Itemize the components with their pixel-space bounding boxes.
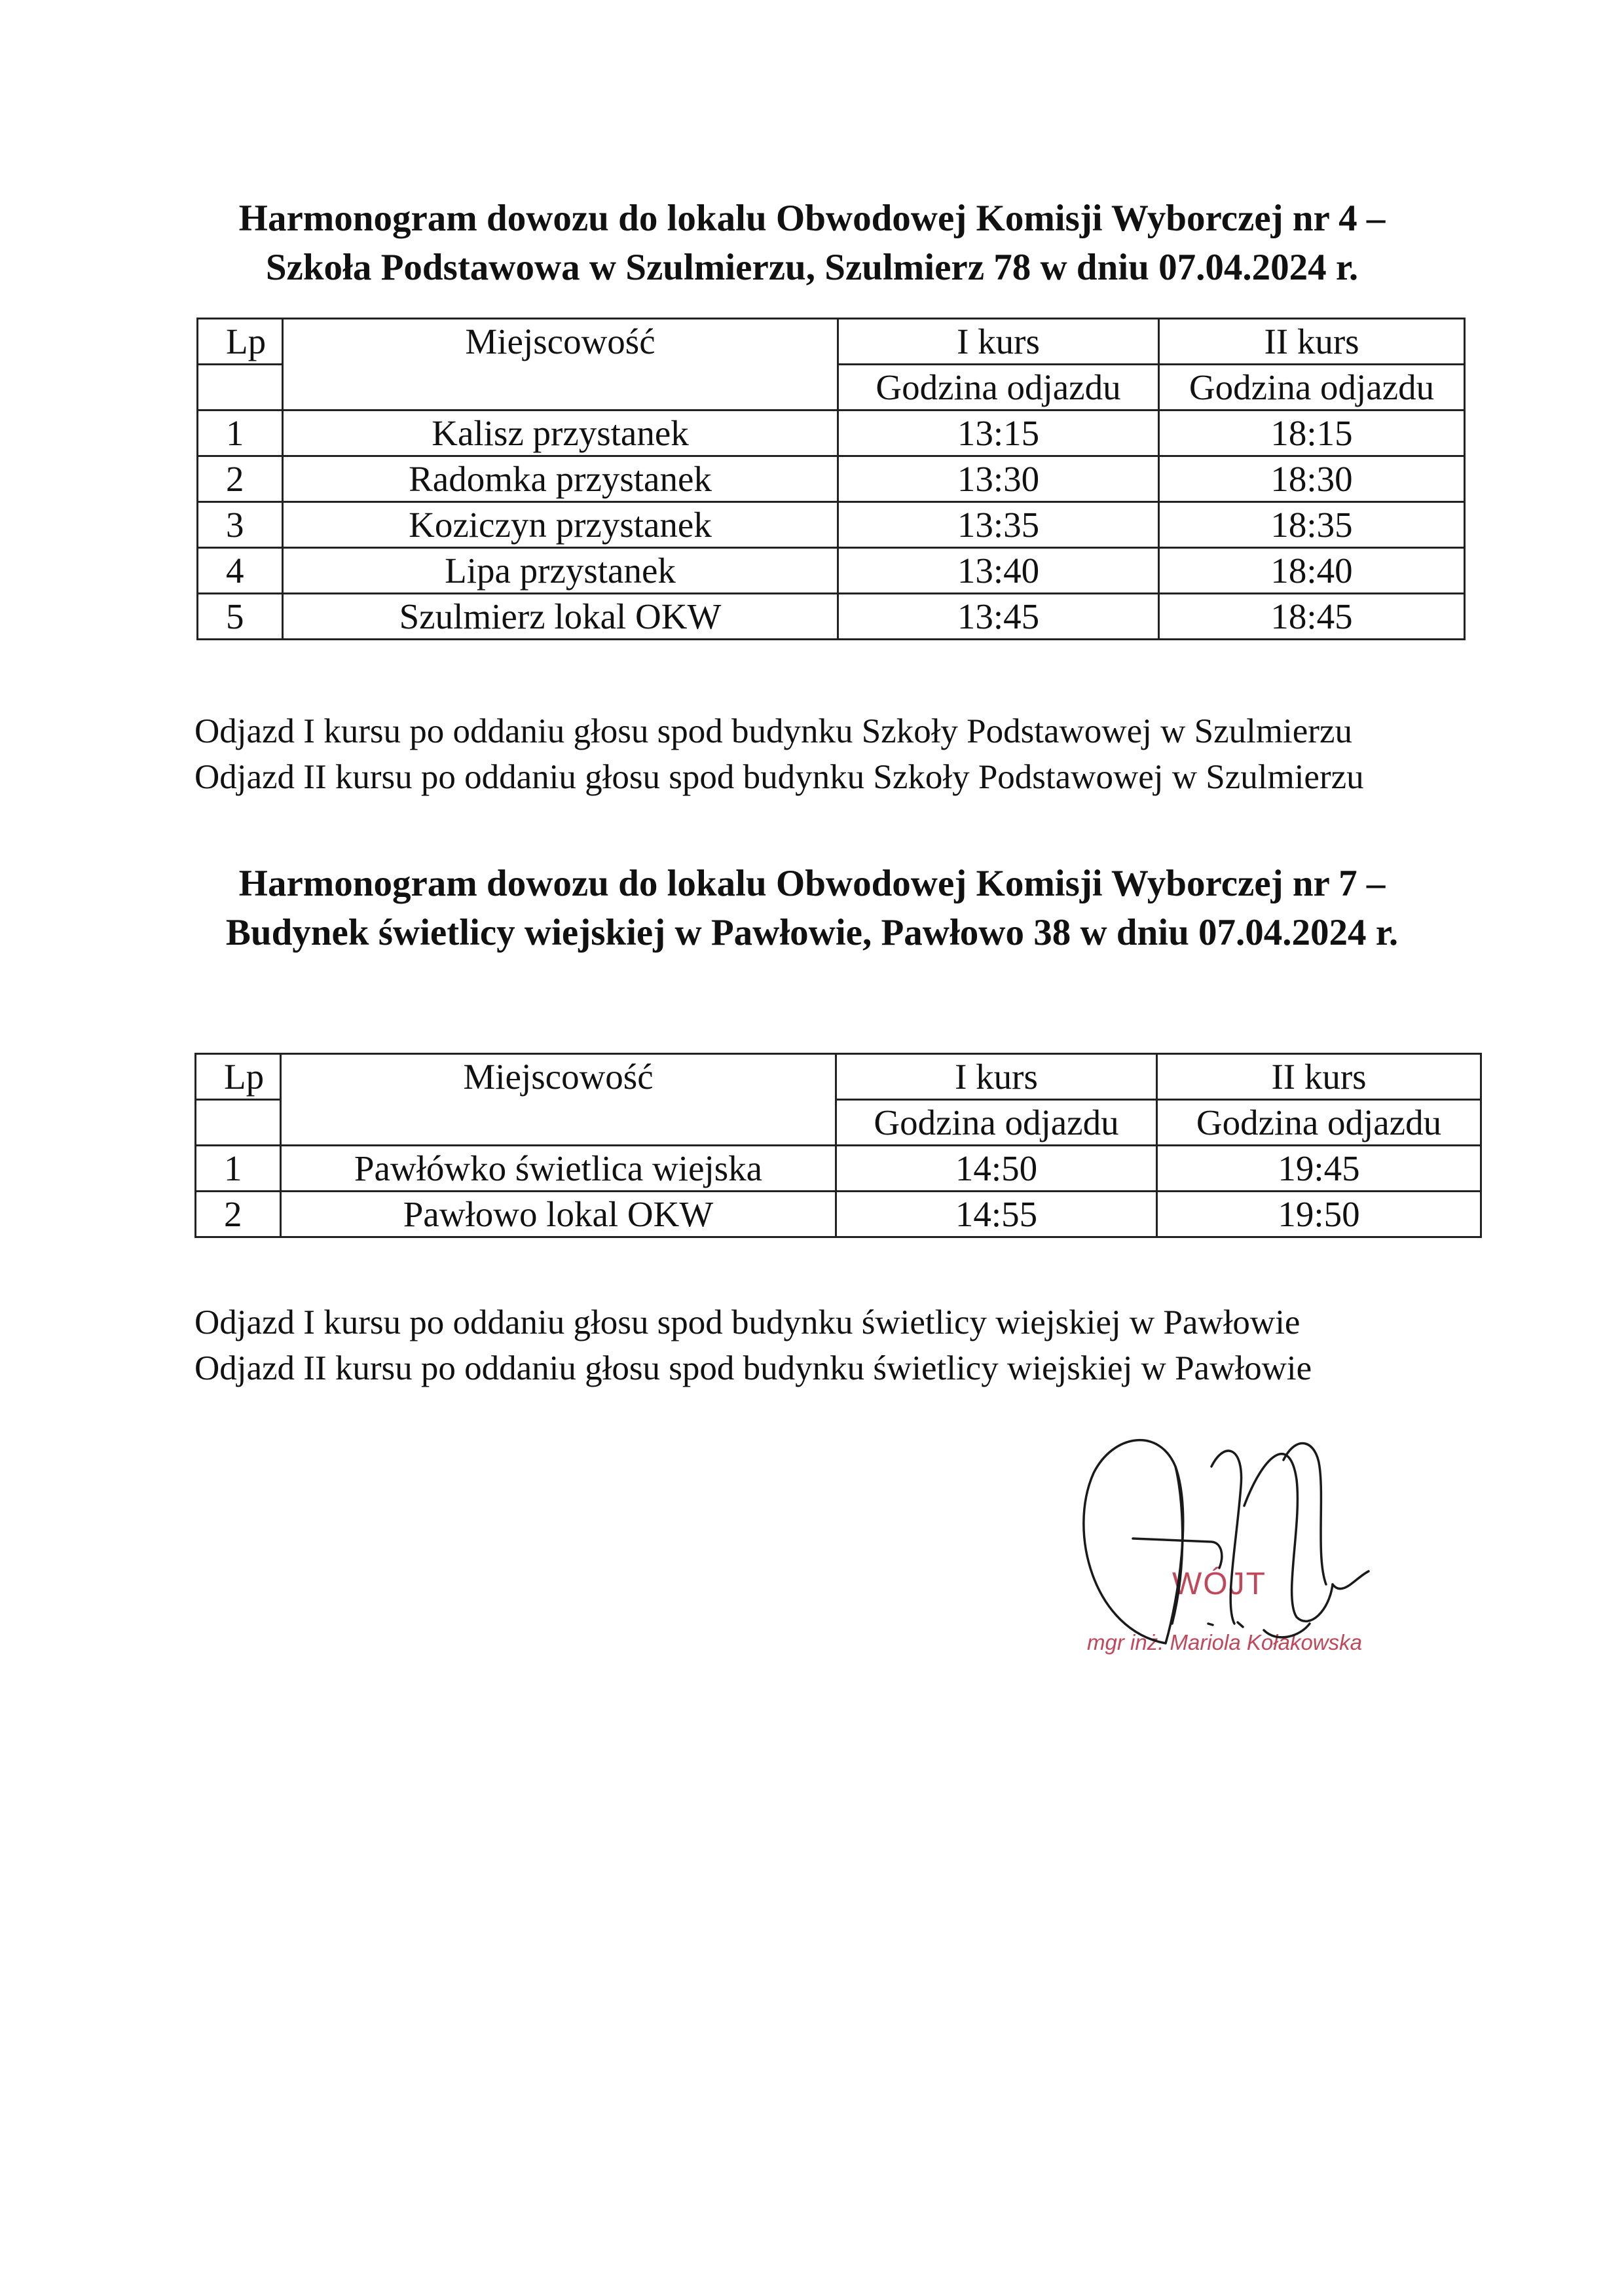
- row-lp: 4: [198, 548, 283, 594]
- subheader-course-2: Godzina odjazdu: [1159, 365, 1465, 410]
- row-time-course-2: 18:30: [1159, 456, 1465, 502]
- table-row: [198, 548, 1465, 594]
- header-lp: Lp: [196, 1054, 281, 1100]
- handwritten-signature: [1084, 1440, 1369, 1643]
- row-time-course-1: 13:40: [838, 548, 1159, 594]
- table-row: [198, 456, 1465, 502]
- subheader-place-empty: [281, 1100, 836, 1146]
- row-place: Pawłowo lokal OKW: [281, 1192, 836, 1237]
- section-1-heading-line-1: Harmonogram dowozu do lokalu Obwodowej Komisji Wyborczej nr 4 –: [238, 198, 1386, 239]
- subheader-place-empty: [283, 365, 838, 410]
- subheader-lp-empty: [196, 1100, 281, 1146]
- table-row: [196, 1192, 1481, 1237]
- row-place: Lipa przystanek: [283, 548, 838, 594]
- row-time-course-1: 14:50: [836, 1146, 1157, 1192]
- stamp-name: mgr inż. Mariola Kołakowska: [1087, 1630, 1362, 1654]
- header-course-2: II kurs: [1159, 319, 1465, 365]
- table-row: [198, 410, 1465, 456]
- table-subheader-row: [198, 365, 1465, 410]
- row-time-course-2: 18:35: [1159, 502, 1465, 548]
- section-1-heading: [0, 194, 1624, 292]
- subheader-course-1: Godzina odjazdu: [838, 365, 1159, 410]
- row-time-course-1: 13:35: [838, 502, 1159, 548]
- row-time-course-1: 14:55: [836, 1192, 1157, 1237]
- section-2-note-2: Odjazd II kursu po oddaniu głosu spod budynku świetlicy wiejskiej w Pawłowie: [194, 1349, 1312, 1387]
- table-header-row: [196, 1054, 1481, 1100]
- subheader-course-1: Godzina odjazdu: [836, 1100, 1157, 1146]
- header-course-2: II kurs: [1157, 1054, 1481, 1100]
- table-row: [198, 594, 1465, 640]
- row-time-course-2: 19:50: [1157, 1192, 1481, 1237]
- schedule-table-okw-7: [194, 1053, 1482, 1238]
- table-row: [198, 502, 1465, 548]
- table-header-row: [198, 319, 1465, 365]
- section-2-heading-line-2: Budynek świetlicy wiejskiej w Pawłowie, Pawłowo 38 w dniu 07.04.2024 r.: [225, 912, 1399, 953]
- row-time-course-1: 13:45: [838, 594, 1159, 640]
- row-place: Kalisz przystanek: [283, 410, 838, 456]
- schedule-table-okw-4: [196, 318, 1466, 640]
- section-1-notes: [194, 708, 1364, 800]
- header-place: Miejscowość: [281, 1054, 836, 1100]
- row-lp: 3: [198, 502, 283, 548]
- table-subheader-row: [196, 1100, 1481, 1146]
- row-lp: 2: [198, 456, 283, 502]
- header-place: Miejscowość: [283, 319, 838, 365]
- subheader-lp-empty: [198, 365, 283, 410]
- row-place: Szulmierz lokal OKW: [283, 594, 838, 640]
- section-1-note-2: Odjazd II kursu po oddaniu głosu spod budynku Szkoły Podstawowej w Szulmierzu: [194, 758, 1364, 796]
- section-2-heading-line-1: Harmonogram dowozu do lokalu Obwodowej Komisji Wyborczej nr 7 –: [238, 863, 1386, 904]
- header-lp: Lp: [198, 319, 283, 365]
- row-place: Pawłówko świetlica wiejska: [281, 1146, 836, 1192]
- row-time-course-1: 13:15: [838, 410, 1159, 456]
- row-time-course-2: 18:15: [1159, 410, 1465, 456]
- row-lp: 1: [196, 1146, 281, 1192]
- section-1-note-1: Odjazd I kursu po oddaniu głosu spod budynku Szkoły Podstawowej w Szulmierzu: [194, 712, 1352, 750]
- row-place: Radomka przystanek: [283, 456, 838, 502]
- row-lp: 1: [198, 410, 283, 456]
- header-course-1: I kurs: [838, 319, 1159, 365]
- section-2-note-1: Odjazd I kursu po oddaniu głosu spod budynku świetlicy wiejskiej w Pawłowie: [194, 1303, 1301, 1341]
- row-time-course-2: 18:40: [1159, 548, 1465, 594]
- row-lp: 5: [198, 594, 283, 640]
- row-time-course-1: 13:30: [838, 456, 1159, 502]
- row-lp: 2: [196, 1192, 281, 1237]
- row-place: Koziczyn przystanek: [283, 502, 838, 548]
- stamp-title: WÓJT: [1172, 1567, 1266, 1601]
- table-row: [196, 1146, 1481, 1192]
- section-2-notes: [194, 1300, 1312, 1391]
- row-time-course-2: 18:45: [1159, 594, 1465, 640]
- row-time-course-2: 19:45: [1157, 1146, 1481, 1192]
- wojt-stamp-and-signature: [1067, 1427, 1408, 1663]
- subheader-course-2: Godzina odjazdu: [1157, 1100, 1481, 1146]
- section-1-heading-line-2: Szkoła Podstawowa w Szulmierzu, Szulmierz 78 w dniu 07.04.2024 r.: [265, 247, 1359, 288]
- header-course-1: I kurs: [836, 1054, 1157, 1100]
- section-2-heading: [0, 859, 1624, 957]
- stamp: [1087, 1566, 1362, 1654]
